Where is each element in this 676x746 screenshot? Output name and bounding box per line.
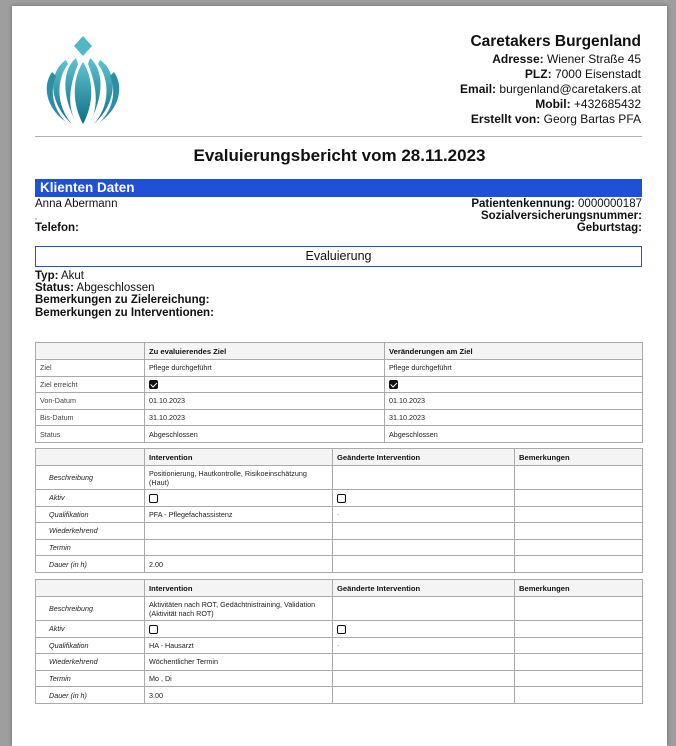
company-info [460, 32, 641, 127]
table-row [36, 670, 643, 687]
table-cell [333, 621, 515, 638]
table-header-row [36, 449, 643, 466]
mobil-label: Mobil: [535, 97, 571, 111]
table-cell [145, 376, 385, 393]
table-cell: 31.10.2023 [145, 409, 385, 426]
table-row [36, 539, 643, 556]
patient-id-label: Patientenkennung: [471, 198, 575, 210]
table-cell [515, 506, 643, 523]
table-row [36, 637, 643, 654]
row-label: Termin [36, 539, 145, 556]
email-label: Email: [460, 82, 497, 96]
table-row [36, 597, 643, 621]
table-cell [515, 687, 643, 704]
goal-reached-checkbox[interactable] [149, 380, 158, 389]
plz-value: 7000 Eisenstadt [554, 67, 641, 81]
table-cell [333, 490, 515, 507]
table-cell: 01.10.2023 [385, 393, 643, 410]
table-cell [515, 490, 643, 507]
address-label: Adresse: [492, 52, 544, 66]
table-cell [333, 539, 515, 556]
row-label: Beschreibung [36, 466, 145, 490]
table-header: Geänderte Intervention [333, 449, 515, 466]
typ-label: Typ: [35, 270, 59, 282]
active-changed-checkbox[interactable] [337, 625, 346, 634]
table-header [36, 343, 145, 360]
intervention-remarks-label: Bemerkungen zu Interventionen: [35, 306, 214, 319]
table-cell [145, 621, 333, 638]
client-data [35, 199, 642, 234]
creator-value: Georg Bartas PFA [543, 112, 641, 126]
table-cell [515, 637, 643, 654]
table-cell: 01.10.2023 [145, 393, 385, 410]
page-title: Evaluierungsbericht vom 28.11.2023 [193, 146, 486, 165]
table-header: Intervention [145, 580, 333, 597]
table-row [36, 360, 643, 377]
table-cell [515, 556, 643, 573]
svn-label: Sozialversicherungsnummer: [480, 209, 642, 222]
birthday-label: Geburtstag: [576, 221, 642, 234]
telefon-label: Telefon: [35, 221, 79, 234]
address-value: Wiener Straße 45 [546, 52, 641, 66]
document-page [12, 6, 667, 746]
table-header-row [36, 580, 643, 597]
table-cell [515, 466, 643, 490]
table-cell [385, 376, 643, 393]
client-section-header: Klienten Daten [35, 179, 642, 197]
table-row [36, 466, 643, 490]
table-cell [145, 490, 333, 507]
table-cell [333, 687, 515, 704]
table-cell: 3.00 [145, 687, 333, 704]
table-row [36, 426, 643, 443]
patient-id-value: 0000000187 [578, 198, 642, 210]
table-header: Geänderte Intervention [333, 580, 515, 597]
table-cell [515, 621, 643, 638]
table-cell: Pflege durchgeführt [385, 360, 643, 377]
table-header: Bemerkungen [515, 580, 643, 597]
active-checkbox[interactable] [149, 494, 158, 503]
table-cell [515, 523, 643, 540]
table-cell: Mo , Di [145, 670, 333, 687]
table-cell: Pflege durchgeführt [145, 360, 385, 377]
table-cell: 2.00 [145, 556, 333, 573]
row-label: Von-Datum [36, 393, 145, 410]
table-row [36, 376, 643, 393]
table-row [36, 556, 643, 573]
goal-table [35, 342, 643, 443]
table-cell [515, 670, 643, 687]
table-cell [333, 556, 515, 573]
table-cell [515, 597, 643, 621]
table-cell: PFA - Pflegefachassistenz [145, 506, 333, 523]
table-row [36, 523, 643, 540]
row-label: Ziel [36, 360, 145, 377]
status-value: Abgeschlossen [76, 282, 155, 295]
goal-reached-changed-checkbox[interactable] [389, 380, 398, 389]
row-label: Ziel erreicht [36, 376, 145, 393]
table-row [36, 654, 643, 671]
table-cell [333, 670, 515, 687]
plz-label: PLZ: [524, 67, 552, 81]
table-cell [333, 523, 515, 540]
table-row [36, 687, 643, 704]
email-value: burgenland@caretakers.at [499, 82, 641, 96]
status-label: Status: [35, 282, 74, 295]
row-label: Bis-Datum [36, 409, 145, 426]
evaluation-section-header: Evaluierung [35, 246, 642, 267]
table-cell [145, 539, 333, 556]
row-label: Beschreibung [36, 597, 145, 621]
goal-remarks-label: Bemerkungen zu Zielereichung: [35, 294, 210, 307]
table-row [36, 409, 643, 426]
table-cell: Abgeschlossen [385, 426, 643, 443]
table-cell: HA - Hausarzt [145, 637, 333, 654]
intervention-table-2 [35, 579, 643, 704]
header-divider [35, 136, 642, 137]
row-label: Wiederkehrend [36, 523, 145, 540]
evaluation-info [35, 270, 214, 319]
row-label: Aktiv [36, 490, 145, 507]
table-row [36, 393, 643, 410]
table-row [36, 490, 643, 507]
table-cell: Abgeschlossen [145, 426, 385, 443]
row-label: Dauer (in h) [36, 687, 145, 704]
table-cell: Aktivitäten nach ROT, Gedächtnistraining, Validation (Aktivität nach ROT) [145, 597, 333, 621]
row-label: Qualifikation [36, 637, 145, 654]
company-name: Caretakers Burgenland [470, 33, 641, 50]
table-cell: Wöchentlicher Termin [145, 654, 333, 671]
active-changed-checkbox[interactable] [337, 494, 346, 503]
table-header: Zu evaluierendes Ziel [145, 343, 385, 360]
table-cell [145, 523, 333, 540]
mobil-value: +432685432 [573, 97, 641, 111]
table-cell: - [333, 637, 515, 654]
table-header [36, 580, 145, 597]
active-checkbox[interactable] [149, 625, 158, 634]
table-cell: 31.10.2023 [385, 409, 643, 426]
creator-label: Erstellt von: [470, 112, 541, 126]
row-label: Termin [36, 670, 145, 687]
row-label: Wiederkehrend [36, 654, 145, 671]
table-cell: - [333, 506, 515, 523]
table-cell [333, 654, 515, 671]
intervention-table-1 [35, 448, 643, 573]
row-label: Qualifikation [36, 506, 145, 523]
row-label: Aktiv [36, 621, 145, 638]
table-header: Bemerkungen [515, 449, 643, 466]
table-cell [333, 597, 515, 621]
table-row [36, 621, 643, 638]
table-cell: Positionierung, Hautkontrolle, Risikoeinschätzung (Haut) [145, 466, 333, 490]
table-header [36, 449, 145, 466]
typ-value: Akut [60, 270, 84, 282]
table-cell [515, 654, 643, 671]
table-cell [333, 466, 515, 490]
client-address: , [35, 213, 37, 221]
table-header: Intervention [145, 449, 333, 466]
table-header: Veränderungen am Ziel [385, 343, 643, 360]
client-name: Anna Abermann [35, 198, 118, 210]
table-header-row [36, 343, 643, 360]
lotus-logo-icon [42, 34, 124, 126]
row-label: Dauer (in h) [36, 556, 145, 573]
row-label: Status [36, 426, 145, 443]
table-cell [515, 539, 643, 556]
table-row [36, 506, 643, 523]
